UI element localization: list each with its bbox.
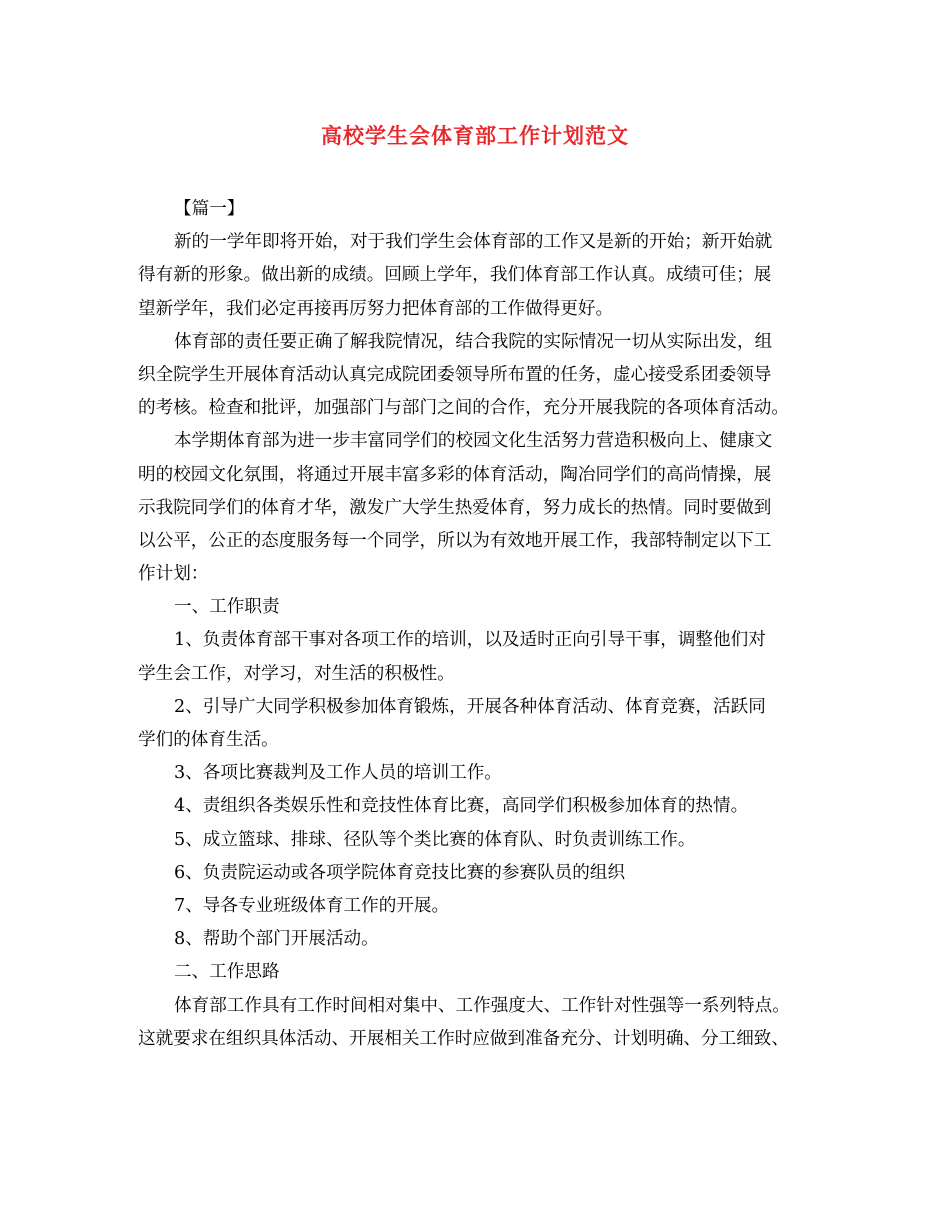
list-item: 7、导各专业班级体育工作的开展。	[174, 895, 450, 916]
section-heading: 二、工作思路	[174, 962, 280, 983]
paragraph-line: 新的一学年即将开始，对于我们学生会体育部的工作又是新的开始；新开始就	[174, 232, 773, 253]
paragraph-line: 得有新的形象。做出新的成绩。回顾上学年，我们体育部工作认真。成绩可佳；展	[138, 265, 772, 286]
list-item-continuation: 学们的体育生活。	[138, 730, 279, 750]
paragraph-line: 望新学年，我们必定再接再厉努力把体育部的工作做得更好。	[138, 298, 614, 319]
list-item: 5、成立篮球、排球、径队等个类比赛的体育队、时负责训练工作。	[174, 829, 696, 850]
paragraph-line: 本学期体育部为进一步丰富同学们的校园文化生活努力营造积极向上、健康文	[174, 431, 773, 452]
document-title: 高校学生会体育部工作计划范文	[321, 123, 629, 148]
list-item: 2、引导广大同学积极参加体育锻炼，开展各种体育活动、体育竞赛，活跃同	[174, 696, 766, 717]
list-item: 6、负责院运动或各项学院体育竞技比赛的参赛队员的组织	[174, 862, 626, 883]
paragraph-line: 示我院同学们的体育才华，激发广大学生热爱体育，努力成长的热情。同时要做到	[138, 497, 772, 518]
paragraph-line: 体育部的责任要正确了解我院情况，结合我院的实际情况一切从实际出发，组	[174, 331, 773, 352]
paragraph-line: 的考核。检查和批评，加强部门与部门之间的合作，充分开展我院的各项体育活动。	[138, 398, 789, 419]
list-item: 3、各项比赛裁判及工作人员的培训工作。	[174, 763, 502, 784]
list-item: 1、负责体育部干事对各项工作的培训，以及适时正向引导干事，调整他们对	[174, 630, 766, 651]
section-label: 【篇一】	[174, 199, 245, 219]
document-body	[138, 193, 828, 1056]
paragraph-line: 以公平，公正的态度服务每一个同学，所以为有效地开展工作，我部特制定以下工	[138, 530, 772, 551]
list-item: 8、帮助个部门开展活动。	[174, 929, 379, 950]
paragraph-line: 这就要求在组织具体活动、开展相关工作时应做到准备充分、计划明确、分工细致、	[138, 1028, 789, 1049]
paragraph-line: 作计划：	[138, 564, 209, 585]
list-item-continuation: 学生会工作，对学习，对生活的积极性。	[138, 663, 455, 684]
paragraph-line: 明的校园文化氛围，将通过开展丰富多彩的体育活动，陶冶同学们的高尚情操，展	[138, 464, 772, 485]
list-item: 4、责组织各类娱乐性和竞技性体育比赛，高同学们积极参加体育的热情。	[174, 796, 749, 817]
paragraph-line: 体育部工作具有工作时间相对集中、工作强度大、工作针对性强等一系列特点。	[174, 995, 790, 1016]
paragraph-line: 织全院学生开展体育活动认真完成院团委领导所布置的任务，虚心接受系团委领导	[138, 364, 772, 385]
section-heading: 一、工作职责	[174, 597, 280, 618]
